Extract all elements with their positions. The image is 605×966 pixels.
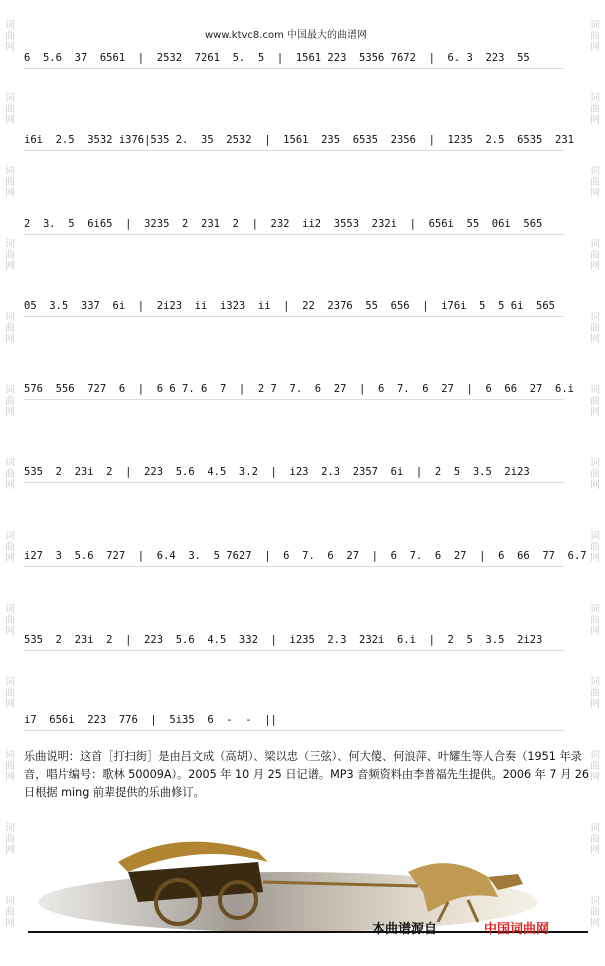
watermark-block <box>2 365 18 438</box>
watermark-block <box>587 73 603 146</box>
underline-guide <box>24 650 564 651</box>
watermark-char: 网 <box>5 480 15 491</box>
score-notes: 535 2 23i 2 | 223 5.6 4.5 3.2 | i23 2.3 2357 6i | 2 5 3.5 2i23 <box>24 466 530 478</box>
watermark-char: 网 <box>590 115 600 126</box>
watermark-char: 词 <box>5 896 15 907</box>
watermark-char: 曲 <box>5 250 15 261</box>
watermark-char: 曲 <box>590 907 600 918</box>
watermark-block <box>587 438 603 511</box>
watermark-char: 网 <box>590 261 600 272</box>
watermark-char: 网 <box>590 918 600 929</box>
watermark-char: 曲 <box>5 31 15 42</box>
watermark-char: 曲 <box>590 31 600 42</box>
watermark-char: 词 <box>5 385 15 396</box>
watermark-char: 曲 <box>5 396 15 407</box>
score-notes: i6i 2.5 3532 i376|535 2. 35 2532 | 1561 235 6535 2356 | 1235 2.5 6535 231 <box>24 134 574 146</box>
watermark-char: 词 <box>590 823 600 834</box>
watermark-char: 曲 <box>5 761 15 772</box>
watermark-char: 网 <box>5 188 15 199</box>
watermark-block <box>2 438 18 511</box>
source-label: 本曲谱源自 <box>372 922 438 937</box>
watermark-char: 词 <box>5 823 15 834</box>
watermark-char: 曲 <box>590 250 600 261</box>
watermark-char: 词 <box>590 166 600 177</box>
watermark-char: 网 <box>5 845 15 856</box>
watermark-char: 词 <box>590 20 600 31</box>
watermark-char: 曲 <box>5 834 15 845</box>
watermark-char: 曲 <box>590 469 600 480</box>
watermark-block <box>587 219 603 292</box>
underline-guide <box>24 150 564 151</box>
watermark-block <box>2 73 18 146</box>
watermark-block <box>2 219 18 292</box>
watermark-char: 曲 <box>5 469 15 480</box>
watermark-char: 网 <box>590 553 600 564</box>
watermark-char: 曲 <box>590 104 600 115</box>
watermark-char: 网 <box>5 626 15 637</box>
watermark-char: 词 <box>590 385 600 396</box>
watermark-block <box>587 876 603 949</box>
watermark-char: 词 <box>590 677 600 688</box>
watermark-char: 词 <box>590 531 600 542</box>
score-row <box>24 456 584 487</box>
score-row <box>24 290 584 321</box>
score-row <box>24 208 584 239</box>
watermark-char: 曲 <box>5 907 15 918</box>
watermark-char: 词 <box>590 896 600 907</box>
watermark-char: 词 <box>5 93 15 104</box>
watermark-char: 曲 <box>590 177 600 188</box>
watermark-block <box>2 876 18 949</box>
watermark-char: 网 <box>5 407 15 418</box>
underline-guide <box>24 399 564 400</box>
underline-guide <box>24 566 564 567</box>
watermark-char: 网 <box>5 772 15 783</box>
watermark-block <box>2 584 18 657</box>
watermark-char: 曲 <box>590 323 600 334</box>
score-notes: 6 5.6 37 6561 | 2532 7261 5. 5 | 1561 223 5356 7672 | 6. 3 223 55 <box>24 52 530 64</box>
watermark-char: 词 <box>5 239 15 250</box>
score-notes: i7 656i 223 776 | 5i35 6 - - || <box>24 714 277 726</box>
watermark-block <box>587 0 603 73</box>
watermark-char: 曲 <box>590 688 600 699</box>
watermark-char: 曲 <box>590 542 600 553</box>
watermark-char: 词 <box>5 604 15 615</box>
score-row <box>24 124 584 155</box>
watermark-char: 网 <box>590 407 600 418</box>
music-description: 乐曲说明：这首［打扫街］是由吕文成（高胡）、梁以忠（三弦）、何大傻、何浪萍、叶耀生等人合奏（1951 年录音，唱片编号：歌林 50009A）。2005 年 10 月 25 日记谱。MP3 音频资料由李普福先生提供。2006 年 7 月 26 日根据 ming 前辈提供的乐曲修订。 <box>24 750 590 799</box>
underline-guide <box>24 730 564 731</box>
watermark-char: 网 <box>590 699 600 710</box>
watermark-block <box>2 146 18 219</box>
watermark-block <box>587 365 603 438</box>
underline-guide <box>24 316 564 317</box>
watermark-char: 词 <box>590 458 600 469</box>
score-notes: 2 3. 5 6i65 | 3235 2 231 2 | 232 ii2 3553 232i | 656i 55 06i 565 <box>24 218 543 230</box>
watermark-char: 曲 <box>5 177 15 188</box>
watermark-char: 网 <box>5 115 15 126</box>
watermark-char: 网 <box>590 42 600 53</box>
watermark-block <box>2 0 18 73</box>
score-notes: 576 556 727 6 | 6 6 7. 6 7 | 2 7 7. 6 27 | 6 7. 6 27 | 6 66 27 6.i <box>24 383 574 395</box>
watermark-char: 曲 <box>5 104 15 115</box>
underline-guide <box>24 234 564 235</box>
underline-guide <box>24 68 564 69</box>
watermark-char: 曲 <box>590 834 600 845</box>
watermark-char: 词 <box>590 93 600 104</box>
watermark-block <box>2 292 18 365</box>
watermark-char: 词 <box>5 458 15 469</box>
watermark-char: 词 <box>5 531 15 542</box>
watermark-char: 曲 <box>590 615 600 626</box>
watermark-char: 词 <box>5 166 15 177</box>
watermark-char: 网 <box>590 772 600 783</box>
watermark-char: 网 <box>5 261 15 272</box>
score-row <box>24 373 584 404</box>
watermark-char: 网 <box>590 626 600 637</box>
watermark-char: 曲 <box>590 761 600 772</box>
watermark-char: 词 <box>5 677 15 688</box>
watermark-char: 网 <box>590 845 600 856</box>
watermark-char: 网 <box>590 480 600 491</box>
score-row <box>24 704 584 735</box>
watermark-block <box>587 657 603 730</box>
watermark-block <box>587 146 603 219</box>
watermark-char: 网 <box>590 188 600 199</box>
watermark-char: 网 <box>5 699 15 710</box>
watermark-char: 词 <box>590 750 600 761</box>
watermark-char: 网 <box>5 553 15 564</box>
score-row <box>24 42 584 73</box>
score-notes: 05 3.5 337 6i | 2i23 ii i323 ii | 22 2376 55 656 | i76i 5 5 6i 565 <box>24 300 556 312</box>
right-watermark <box>587 0 603 966</box>
watermark-char: 词 <box>590 239 600 250</box>
watermark-block <box>587 584 603 657</box>
watermark-block <box>587 803 603 876</box>
watermark-char: 词 <box>5 312 15 323</box>
score-notes: i27 3 5.6 727 | 6.4 3. 5 7627 | 6 7. 6 27 | 6 7. 6 27 | 6 66 77 6.7 <box>24 550 587 562</box>
watermark-char: 词 <box>590 312 600 323</box>
watermark-char: 网 <box>5 334 15 345</box>
watermark-block <box>587 292 603 365</box>
watermark-char: 网 <box>5 42 15 53</box>
watermark-block <box>2 657 18 730</box>
score-row <box>24 540 587 571</box>
watermark-char: 词 <box>5 750 15 761</box>
watermark-char: 曲 <box>5 688 15 699</box>
watermark-char: 曲 <box>5 323 15 334</box>
watermark-block <box>2 730 18 803</box>
source-brand: 中国词曲网 <box>484 922 550 937</box>
score-notes: 535 2 23i 2 | 223 5.6 4.5 332 | i235 2.3 232i 6.i | 2 5 3.5 2i23 <box>24 634 543 646</box>
watermark-char: 曲 <box>5 542 15 553</box>
watermark-char: 词 <box>5 20 15 31</box>
watermark-block <box>2 511 18 584</box>
site-header: www.ktvc8.com 中国最大的曲谱网 <box>205 30 368 41</box>
watermark-char: 网 <box>5 918 15 929</box>
watermark-char: 曲 <box>5 615 15 626</box>
watermark-char: 曲 <box>590 396 600 407</box>
watermark-block <box>2 803 18 876</box>
watermark-block <box>587 511 603 584</box>
score-row <box>24 624 584 655</box>
underline-guide <box>24 482 564 483</box>
watermark-char: 词 <box>590 604 600 615</box>
watermark-char: 网 <box>590 334 600 345</box>
left-watermark <box>2 0 18 966</box>
